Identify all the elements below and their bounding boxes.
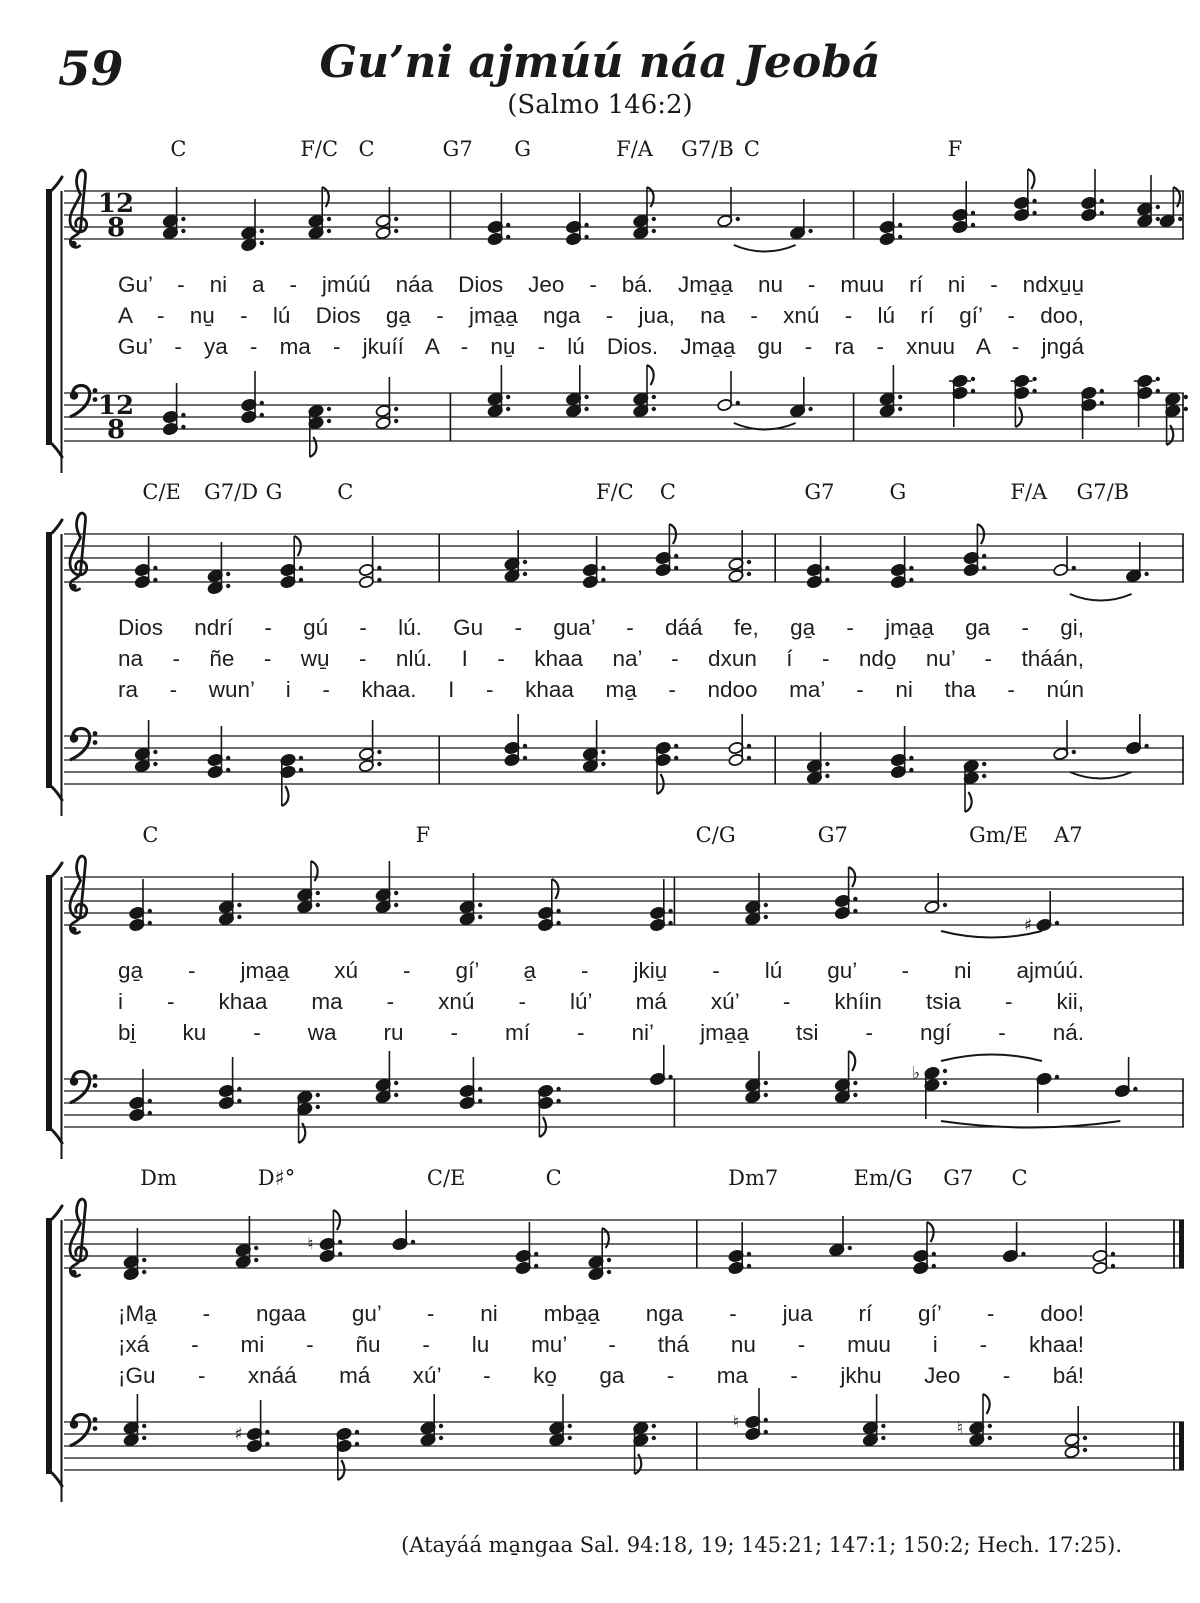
- system-bracket-icon: [40, 1190, 64, 1498]
- note-event: [123, 1394, 146, 1447]
- note-event: [790, 199, 813, 240]
- note-event: [879, 193, 902, 246]
- note-event: [375, 861, 398, 914]
- note-event: [1014, 169, 1037, 222]
- lyrics-line: Dios ndrí - gú - lú. Gu - gua’ - dáá fe, ga̱ - jma̱a̱ ga - gi,: [118, 615, 1084, 640]
- note-event: [549, 1394, 572, 1447]
- lyrics-line: ¡Gu - xnáá má xú’ - ko̱ ga - ma - jkhu Jeo - bá!: [118, 1363, 1084, 1388]
- note-event: [1092, 1222, 1115, 1275]
- eighth-flag-icon: [647, 365, 654, 385]
- music-system-2: [40, 477, 1184, 812]
- eighth-flag-icon: [1167, 425, 1174, 445]
- note-event: [280, 536, 303, 589]
- lyrics-line: ¡Ma̱ - ngaa gu’ - ni mba̱a̱ nga - jua rí gí’ - doo!: [118, 1301, 1084, 1326]
- note-event: [297, 861, 320, 914]
- accidental-icon: ♮: [956, 1418, 963, 1439]
- grand-staff: [40, 161, 1184, 469]
- chord-symbol: G7/B: [1076, 480, 1130, 504]
- note-event: [162, 187, 185, 240]
- note-event: [459, 1057, 482, 1110]
- treble-staff: [64, 161, 1190, 267]
- note-event: [834, 867, 857, 920]
- note-event: [308, 187, 331, 240]
- note-event: [207, 542, 230, 595]
- note-event: [235, 1216, 258, 1269]
- chord-symbol: C: [1011, 1166, 1028, 1190]
- note-event: [297, 1090, 320, 1143]
- lyrics-line: bi̱ ku - wa ru - mí - ni’ jma̱a̱ tsi - ngí - ná.: [118, 1020, 1084, 1045]
- grand-staff: [40, 504, 1184, 812]
- note-event: [890, 726, 913, 779]
- note-event: [308, 404, 331, 457]
- note-event: [504, 530, 527, 583]
- time-signature: [98, 391, 134, 445]
- note-event: [1081, 169, 1104, 222]
- song-subtitle: (Salmo 146:2): [507, 90, 693, 121]
- system-bracket-icon: [40, 504, 64, 812]
- note-event: [1064, 1406, 1087, 1459]
- note-event: [582, 536, 605, 589]
- note-event: [1036, 1072, 1059, 1113]
- bass-clef-icon: [70, 729, 98, 760]
- note-event: [957, 1394, 992, 1447]
- grand-staff: [40, 1190, 1184, 1498]
- eighth-flag-icon: [983, 1394, 990, 1414]
- note-event: [655, 741, 678, 794]
- note-event: [790, 377, 813, 418]
- chord-row: [64, 477, 1184, 504]
- note-event: [241, 371, 264, 424]
- bass-staff: [64, 1392, 1190, 1498]
- chord-symbol: Dm: [140, 1166, 177, 1190]
- time-signature: [98, 189, 134, 243]
- chord-symbol: C: [743, 137, 760, 161]
- note-event: [633, 187, 656, 240]
- note-event: [487, 193, 510, 246]
- accidental-icon: ♯: [1024, 915, 1033, 936]
- chord-symbol: C: [170, 137, 187, 161]
- note-event: [566, 193, 589, 246]
- chord-row: [64, 820, 1184, 847]
- treble-staff-wrap: [64, 161, 1184, 267]
- chord-symbol: C: [358, 137, 375, 161]
- note-event: [280, 753, 303, 806]
- note-event: [1053, 720, 1076, 761]
- bass-staff: [64, 1049, 1190, 1155]
- chord-symbol: G: [265, 480, 283, 504]
- note-event: [307, 1210, 342, 1263]
- chord-symbol: C: [337, 480, 354, 504]
- scripture-reference: (Atayáá ma̱ngaa Sal. 94:18, 19; 145:21; 147:1; 150:2; Hech. 17:25).: [401, 1533, 1122, 1557]
- lyrics-line: na - ñe - wu̱ - nlú. I - khaa na’ - dxun í - ndo̱ nu’ - tháán,: [118, 646, 1084, 671]
- lyrics-line: A - nu̱ - lú Dios ga̱ - jma̱a̱ nga - jua, na - xnú - lú rí gí’ - doo,: [118, 303, 1084, 328]
- eighth-flag-icon: [299, 1123, 306, 1143]
- bass-clef-icon: [70, 1072, 98, 1103]
- music-system-3: [40, 820, 1184, 1155]
- chord-symbol: F/A: [616, 137, 653, 161]
- note-event: [234, 1400, 269, 1453]
- chord-symbol: Em/G: [853, 1166, 913, 1190]
- note-event: [358, 536, 381, 589]
- svg-text:12: 12: [97, 391, 135, 421]
- eighth-flag-icon: [849, 1051, 856, 1071]
- note-event: [420, 1394, 443, 1447]
- note-event: [745, 1051, 768, 1104]
- note-event: [1126, 542, 1149, 583]
- note-event: [207, 726, 230, 779]
- eighth-flag-icon: [1028, 169, 1035, 189]
- treble-clef-icon: [70, 856, 87, 933]
- note-event: [375, 187, 398, 240]
- chord-symbol: F/A: [1010, 480, 1048, 504]
- note-event: [879, 365, 902, 418]
- svg-text:8: 8: [106, 213, 126, 243]
- chord-symbol: G7/B: [681, 137, 734, 161]
- music-system-4: [40, 1163, 1184, 1498]
- note-event: [358, 720, 381, 773]
- treble-clef-icon: [70, 1199, 87, 1276]
- lyrics-block: [64, 953, 1184, 1049]
- note-event: [1134, 374, 1160, 427]
- chord-symbol: Dm7: [728, 1166, 779, 1190]
- note-event: [834, 1051, 857, 1104]
- lyrics-block: [64, 610, 1184, 706]
- treble-staff: [64, 847, 1190, 953]
- note-event: [717, 187, 740, 228]
- lyrics-line: Gu’ - ni a - jmúú náa Dios Jeo - bá. Jma̱a̱ nu - muu rí ni - ndxu̱u̱: [118, 272, 1084, 297]
- treble-staff-wrap: [64, 504, 1184, 610]
- chord-symbol: G7: [817, 823, 848, 847]
- note-event: [963, 759, 986, 812]
- chord-symbol: G7: [943, 1166, 974, 1190]
- lyrics-block: [64, 267, 1184, 363]
- note-event: [806, 536, 829, 589]
- note-event: [924, 873, 947, 914]
- lyrics-line: i - khaa ma - xnú - lú’ má xú’ - khíin tsia - kii,: [118, 989, 1084, 1014]
- note-event: [1081, 386, 1104, 439]
- lyrics-line: Gu’ - ya - ma - jkuíí A - nu̱ - lú Dios. Jma̱a̱ gu - ra - xnuu A - jngá: [118, 334, 1084, 359]
- chord-symbol: F: [415, 823, 431, 847]
- accidental-icon: ♭: [912, 1063, 921, 1084]
- lyrics-line: ¡xá - mi - ñu - lu mu’ - thá nu - muu i - khaa!: [118, 1332, 1084, 1357]
- note-event: [504, 714, 527, 767]
- chord-symbol: C: [659, 480, 676, 504]
- chord-symbol: G7/D: [204, 480, 259, 504]
- note-event: [806, 732, 829, 785]
- note-event: [728, 1222, 751, 1275]
- note-event: [134, 720, 157, 773]
- note-event: [459, 873, 482, 926]
- note-event: [1165, 392, 1188, 445]
- chord-symbol: F/C: [596, 480, 634, 504]
- bass-staff-wrap: [64, 1049, 1184, 1155]
- bass-staff: [64, 363, 1190, 469]
- note-event: [963, 524, 986, 577]
- note-event: [728, 714, 751, 767]
- note-event: [655, 524, 678, 577]
- chord-symbol: G7: [804, 480, 835, 504]
- treble-clef-icon: [70, 513, 87, 590]
- eighth-flag-icon: [965, 792, 972, 812]
- page-header: [0, 0, 1200, 128]
- bass-staff-wrap: [64, 706, 1184, 812]
- note-event: [829, 1216, 852, 1257]
- accidental-icon: ♮: [732, 1412, 739, 1433]
- note-event: [218, 1057, 241, 1110]
- treble-staff-wrap: [64, 1190, 1184, 1296]
- note-event: [515, 1222, 538, 1275]
- lyrics-block: [64, 1296, 1184, 1392]
- note-event: [241, 199, 264, 252]
- chord-symbol: C/E: [426, 1166, 466, 1190]
- note-event: [129, 1069, 152, 1122]
- note-event: [162, 383, 185, 436]
- note-event: [582, 720, 605, 773]
- chord-row: [64, 134, 1184, 161]
- chord-symbol: C: [545, 1166, 562, 1190]
- note-event: [862, 1394, 885, 1447]
- svg-text:12: 12: [97, 189, 135, 219]
- lyrics-line: ga̱ - jma̱a̱ xú - gí’ a̱ - jkiu̱ - lú gu’ - ni ajmúú.: [118, 958, 1084, 983]
- chord-symbol: G7: [442, 137, 473, 161]
- eighth-flag-icon: [311, 861, 318, 881]
- chord-symbol: G: [514, 137, 532, 161]
- eighth-flag-icon: [647, 187, 654, 207]
- treble-staff-wrap: [64, 847, 1184, 953]
- note-event: [218, 873, 241, 926]
- chord-row: [64, 1163, 1184, 1190]
- note-event: [487, 365, 510, 418]
- grand-staff: [40, 847, 1184, 1155]
- note-event: [375, 1051, 398, 1104]
- note-event: [633, 1421, 656, 1474]
- chord-symbol: C: [142, 823, 159, 847]
- note-event: [375, 377, 398, 430]
- treble-staff: [64, 504, 1190, 610]
- svg-text:8: 8: [106, 415, 126, 445]
- treble-clef-icon: [70, 170, 87, 247]
- note-event: [952, 181, 975, 234]
- note-event: [123, 1228, 146, 1281]
- chord-symbol: D♯°: [257, 1166, 296, 1190]
- note-event: [538, 1084, 561, 1137]
- lyrics-line: ra - wun’ i - khaa. I - khaa ma̱ - ndoo ma’ - ni tha - nún: [118, 677, 1084, 702]
- accidental-icon: ♮: [307, 1234, 314, 1255]
- note-event: [650, 879, 673, 932]
- bass-staff-wrap: [64, 1392, 1184, 1498]
- song-number: 59: [58, 42, 124, 97]
- tie-arc: [734, 245, 796, 252]
- music-system-1: [40, 134, 1184, 469]
- system-bracket-icon: [40, 161, 64, 469]
- note-event: [1011, 374, 1037, 427]
- final-barline-thick: [1179, 1422, 1184, 1470]
- note-event: [890, 536, 913, 589]
- eighth-flag-icon: [602, 1228, 609, 1248]
- note-event: [588, 1228, 611, 1281]
- chord-symbol: F/C: [300, 137, 339, 161]
- final-barline-thick: [1179, 1220, 1184, 1268]
- note-event: [949, 374, 975, 427]
- accidental-icon: ♯: [234, 1424, 243, 1445]
- eighth-flag-icon: [310, 437, 317, 457]
- tie-arc: [1070, 772, 1132, 779]
- note-event: [913, 1222, 936, 1275]
- tie-arc: [941, 1055, 1042, 1062]
- note-event: [728, 530, 751, 583]
- note-event: [1159, 187, 1182, 228]
- note-event: [1137, 175, 1160, 228]
- score-systems: [40, 134, 1184, 1498]
- song-title: Gu’ni ajmúú náa Jeobá: [319, 37, 881, 88]
- chord-symbol: A7: [1054, 823, 1083, 847]
- tie-arc: [1070, 594, 1132, 601]
- bass-clef-icon: [70, 386, 98, 417]
- note-event: [733, 1388, 768, 1441]
- system-bracket-icon: [40, 847, 64, 1155]
- chord-symbol: Gm/E: [968, 823, 1029, 847]
- eighth-flag-icon: [322, 187, 329, 207]
- bass-staff: [64, 706, 1190, 812]
- note-event: [336, 1427, 359, 1480]
- note-event: [633, 365, 656, 418]
- chord-symbol: F: [947, 137, 963, 161]
- treble-staff: [64, 1190, 1190, 1296]
- note-event: [745, 873, 768, 926]
- bass-staff-wrap: [64, 363, 1184, 469]
- eighth-flag-icon: [635, 1454, 642, 1474]
- chord-symbol: C/G: [695, 823, 736, 847]
- note-event: [566, 365, 589, 418]
- note-event: [134, 536, 157, 589]
- chord-symbol: G: [889, 480, 907, 504]
- eighth-flag-icon: [1173, 187, 1180, 207]
- bass-clef-icon: [70, 1415, 98, 1446]
- note-event: [538, 879, 561, 932]
- eighth-flag-icon: [282, 786, 289, 806]
- chord-symbol: C/E: [142, 480, 181, 504]
- note-event: [129, 879, 152, 932]
